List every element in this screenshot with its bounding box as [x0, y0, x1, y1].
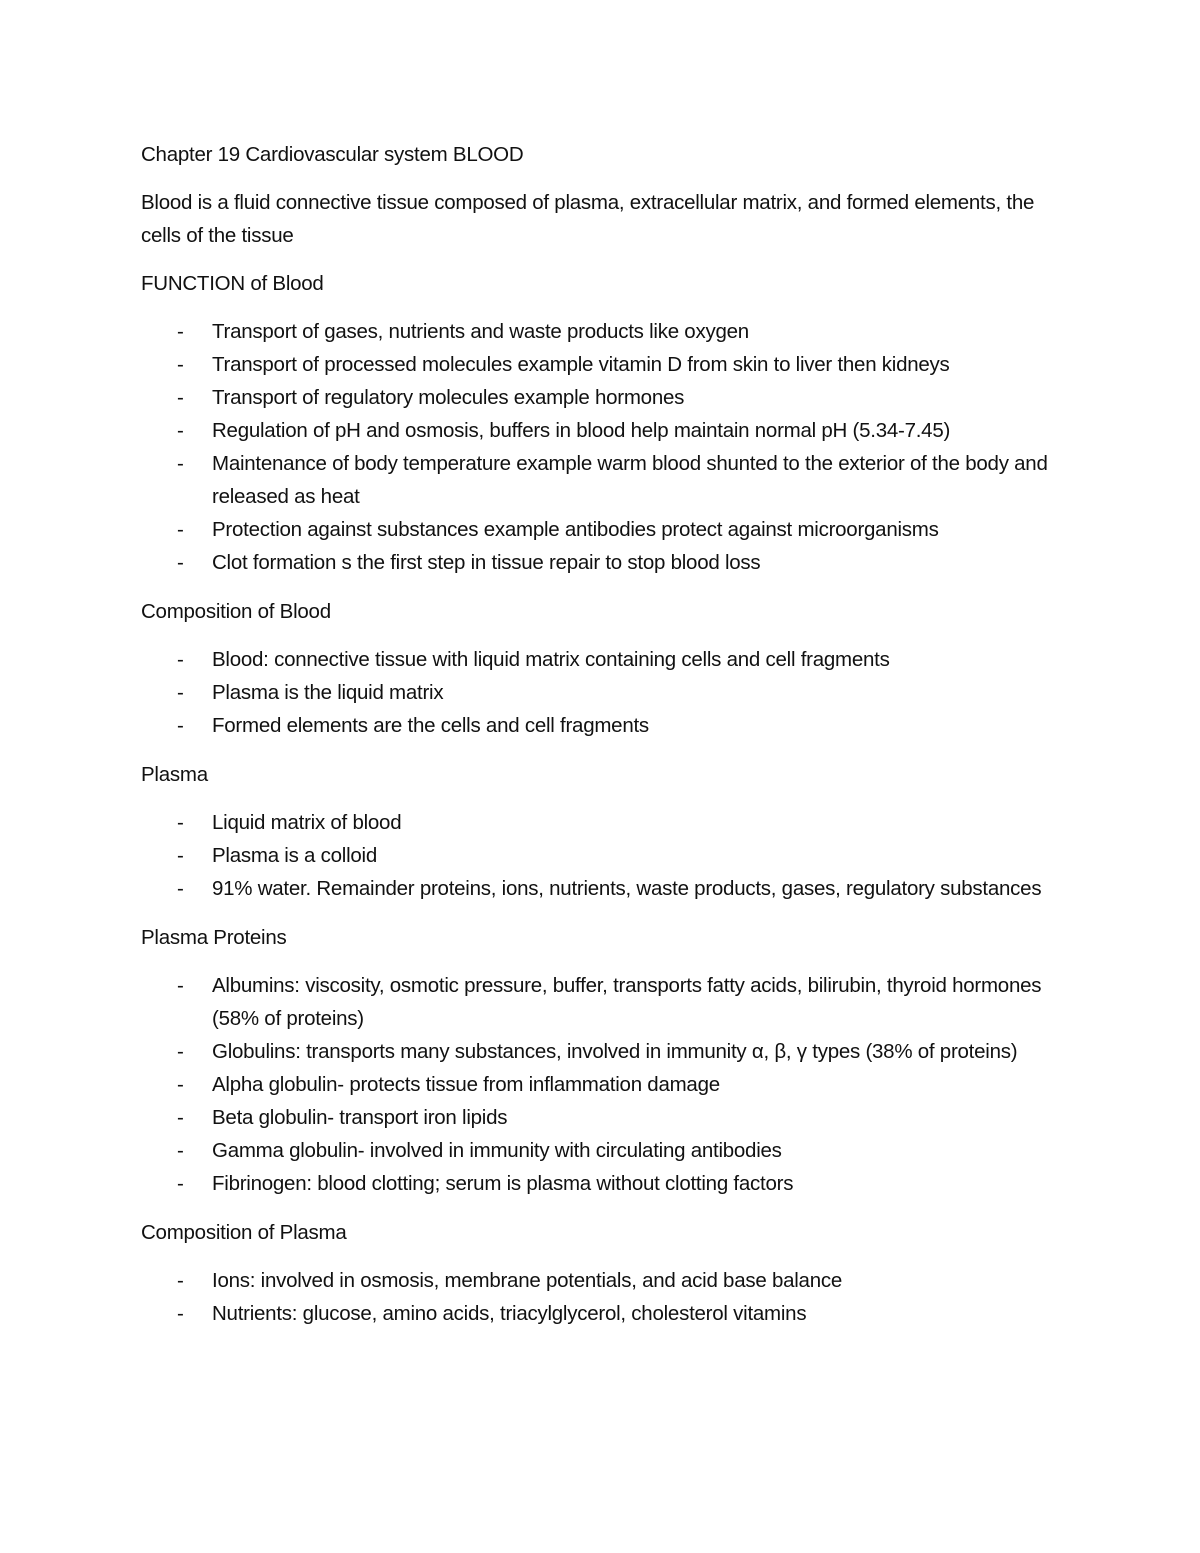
list-item-text: Plasma is the liquid matrix — [212, 681, 444, 704]
dash-bullet: - — [177, 811, 184, 834]
dash-bullet: - — [177, 1040, 184, 1063]
list-item — [141, 513, 1061, 546]
list-item — [141, 709, 1061, 742]
list-item — [141, 546, 1061, 579]
plasma-proteins-list — [141, 969, 1061, 1200]
list-item — [141, 1035, 1061, 1068]
list-item — [141, 643, 1061, 676]
dash-bullet: - — [177, 1106, 184, 1129]
list-item-text: 91% water. Remainder proteins, ions, nutrients, waste products, gases, regulatory substances — [212, 877, 1042, 900]
dash-bullet: - — [177, 974, 184, 997]
dash-bullet: - — [177, 551, 184, 574]
dash-bullet: - — [177, 714, 184, 737]
list-item — [141, 1297, 1061, 1330]
list-item — [141, 381, 1061, 414]
list-item-text: Maintenance of body temperature example warm blood shunted to the exterior of the body and released as heat — [212, 452, 1048, 508]
dash-bullet: - — [177, 1139, 184, 1162]
list-item-text: Blood: connective tissue with liquid matrix containing cells and cell fragments — [212, 648, 890, 671]
list-item — [141, 1134, 1061, 1167]
list-item-text: Transport of processed molecules example vitamin D from skin to liver then kidneys — [212, 353, 950, 376]
list-item-text: Liquid matrix of blood — [212, 811, 402, 834]
function-list — [141, 315, 1061, 579]
list-item-text: Ions: involved in osmosis, membrane potentials, and acid base balance — [212, 1269, 843, 1292]
list-item — [141, 969, 1061, 1035]
dash-bullet: - — [177, 386, 184, 409]
document-body — [141, 138, 1061, 1346]
list-item — [141, 1068, 1061, 1101]
list-item — [141, 676, 1061, 709]
list-item — [141, 447, 1061, 513]
list-item — [141, 315, 1061, 348]
list-item — [141, 348, 1061, 381]
list-item-text: Transport of gases, nutrients and waste products like oxygen — [212, 320, 749, 343]
dash-bullet: - — [177, 1269, 184, 1292]
list-item-text: Beta globulin- transport iron lipids — [212, 1106, 508, 1129]
section-heading-composition-of-plasma: Composition of Plasma — [141, 1221, 347, 1244]
composition-of-blood-list — [141, 643, 1061, 742]
list-item-text: Globulins: transports many substances, involved in immunity α, β, γ types (38% of proteins) — [212, 1040, 1018, 1063]
document-title: Chapter 19 Cardiovascular system BLOOD — [141, 143, 524, 166]
dash-bullet: - — [177, 844, 184, 867]
dash-bullet: - — [177, 518, 184, 541]
list-item-text: Plasma is a colloid — [212, 844, 378, 867]
list-item-text: Protection against substances example antibodies protect against microorganisms — [212, 518, 939, 541]
section-heading-composition-of-blood: Composition of Blood — [141, 600, 331, 623]
section-heading-plasma-proteins: Plasma Proteins — [141, 926, 287, 949]
dash-bullet: - — [177, 681, 184, 704]
dash-bullet: - — [177, 419, 184, 442]
list-item — [141, 872, 1061, 905]
list-item-text: Gamma globulin- involved in immunity with circulating antibodies — [212, 1139, 782, 1162]
list-item-text: Fibrinogen: blood clotting; serum is plasma without clotting factors — [212, 1172, 794, 1195]
composition-of-plasma-list — [141, 1264, 1061, 1330]
intro-paragraph: Blood is a fluid connective tissue composed of plasma, extracellular matrix, and formed elements, the cells of the tissue — [141, 191, 1035, 247]
plasma-list — [141, 806, 1061, 905]
dash-bullet: - — [177, 1172, 184, 1195]
section-heading-plasma: Plasma — [141, 763, 208, 786]
section-heading-function: FUNCTION of Blood — [141, 272, 324, 295]
dash-bullet: - — [177, 452, 184, 475]
dash-bullet: - — [177, 320, 184, 343]
list-item — [141, 806, 1061, 839]
list-item — [141, 1264, 1061, 1297]
dash-bullet: - — [177, 353, 184, 376]
list-item — [141, 414, 1061, 447]
list-item — [141, 839, 1061, 872]
list-item-text: Formed elements are the cells and cell fragments — [212, 714, 649, 737]
list-item-text: Nutrients: glucose, amino acids, triacylglycerol, cholesterol vitamins — [212, 1302, 807, 1325]
dash-bullet: - — [177, 648, 184, 671]
dash-bullet: - — [177, 1302, 184, 1325]
list-item-text: Albumins: viscosity, osmotic pressure, buffer, transports fatty acids, bilirubin, thyroid hormones (58% of proteins) — [212, 974, 1042, 1030]
list-item — [141, 1167, 1061, 1200]
list-item-text: Alpha globulin- protects tissue from inflammation damage — [212, 1073, 720, 1096]
dash-bullet: - — [177, 877, 184, 900]
list-item-text: Clot formation s the first step in tissue repair to stop blood loss — [212, 551, 761, 574]
list-item-text: Regulation of pH and osmosis, buffers in blood help maintain normal pH (5.34-7.45) — [212, 419, 951, 442]
dash-bullet: - — [177, 1073, 184, 1096]
list-item-text: Transport of regulatory molecules example hormones — [212, 386, 685, 409]
list-item — [141, 1101, 1061, 1134]
